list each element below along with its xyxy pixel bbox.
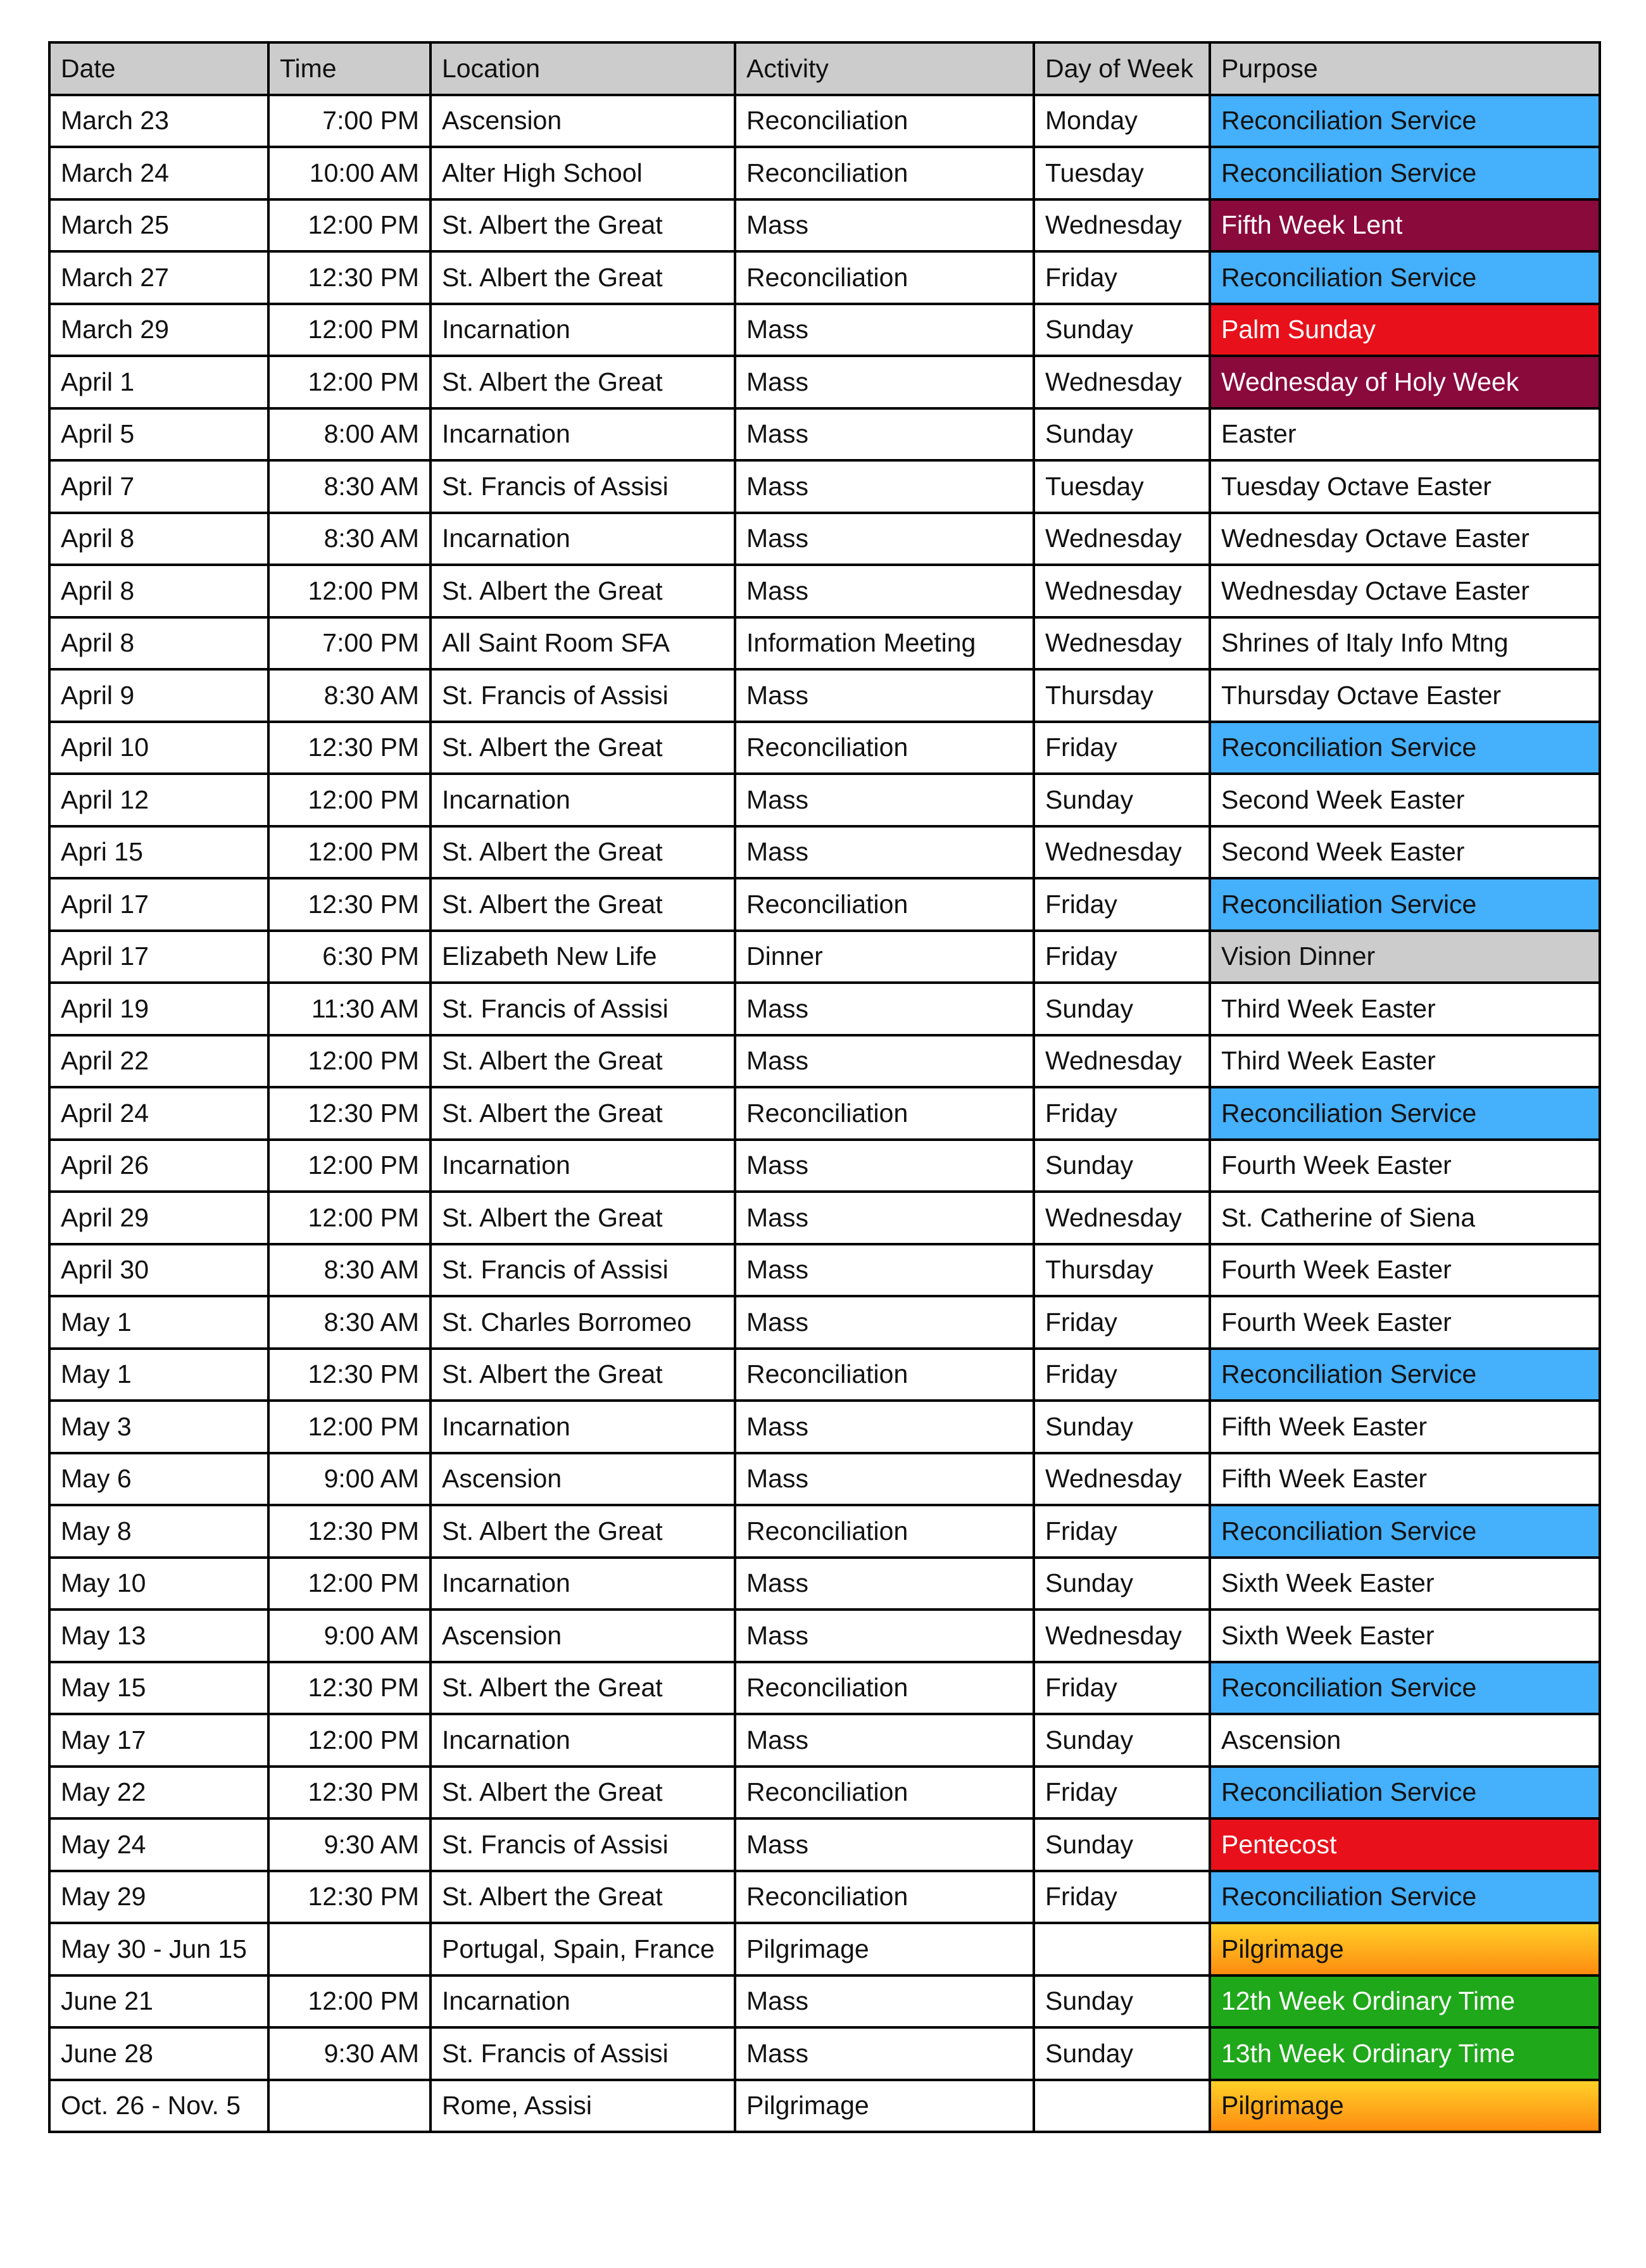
- activity-cell: Reconciliation: [735, 1767, 1034, 1819]
- time-cell: 12:30 PM: [268, 251, 430, 304]
- header-day-of-week: Day of Week: [1034, 42, 1210, 95]
- location-cell: Incarnation: [430, 1714, 735, 1767]
- purpose-cell: Reconciliation Service: [1210, 1871, 1600, 1924]
- activity-cell: Mass: [735, 513, 1034, 565]
- day-of-week-cell: Friday: [1034, 878, 1210, 931]
- location-cell: St. Albert the Great: [430, 1349, 735, 1401]
- purpose-cell: Fourth Week Easter: [1210, 1140, 1600, 1192]
- purpose-cell: Wednesday Octave Easter: [1210, 565, 1600, 617]
- purpose-cell: Reconciliation Service: [1210, 95, 1600, 148]
- activity-cell: Mass: [735, 356, 1034, 408]
- table-row: [49, 878, 1600, 931]
- time-cell: 8:30 AM: [268, 1296, 430, 1349]
- date-cell: April 1: [49, 356, 268, 408]
- purpose-cell: Fourth Week Easter: [1210, 1244, 1600, 1297]
- location-cell: St. Albert the Great: [430, 1505, 735, 1558]
- time-cell: 11:30 AM: [268, 983, 430, 1035]
- purpose-cell: Reconciliation Service: [1210, 1505, 1600, 1558]
- table-row: [49, 1714, 1600, 1767]
- location-cell: St. Charles Borromeo: [430, 1296, 735, 1349]
- purpose-cell: Third Week Easter: [1210, 1035, 1600, 1088]
- location-cell: Incarnation: [430, 1975, 735, 2028]
- day-of-week-cell: Friday: [1034, 722, 1210, 774]
- date-cell: April 8: [49, 565, 268, 617]
- day-of-week-cell: Thursday: [1034, 1244, 1210, 1297]
- table-row: [49, 251, 1600, 304]
- activity-cell: Reconciliation: [735, 1505, 1034, 1558]
- activity-cell: Pilgrimage: [735, 1923, 1034, 1975]
- day-of-week-cell: Friday: [1034, 1767, 1210, 1819]
- date-cell: May 1: [49, 1296, 268, 1349]
- location-cell: Ascension: [430, 1453, 735, 1506]
- header-activity: Activity: [735, 42, 1034, 95]
- purpose-cell: Reconciliation Service: [1210, 722, 1600, 774]
- table-row: [49, 1035, 1600, 1088]
- date-cell: May 13: [49, 1610, 268, 1662]
- location-cell: St. Francis of Assisi: [430, 2027, 735, 2080]
- activity-cell: Mass: [735, 1818, 1034, 1871]
- table-row: [49, 1192, 1600, 1244]
- location-cell: Portugal, Spain, France: [430, 1923, 735, 1975]
- header-date: Date: [49, 42, 268, 95]
- time-cell: 12:00 PM: [268, 1192, 430, 1244]
- date-cell: April 24: [49, 1087, 268, 1140]
- day-of-week-cell: Sunday: [1034, 1714, 1210, 1767]
- date-cell: April 22: [49, 1035, 268, 1088]
- table-row: [49, 1087, 1600, 1140]
- location-cell: St. Albert the Great: [430, 722, 735, 774]
- day-of-week-cell: Friday: [1034, 1087, 1210, 1140]
- day-of-week-cell: Wednesday: [1034, 617, 1210, 670]
- purpose-cell: Pilgrimage: [1210, 1923, 1600, 1975]
- schedule-table: [48, 41, 1601, 2133]
- activity-cell: Reconciliation: [735, 1087, 1034, 1140]
- table-row: [49, 1610, 1600, 1662]
- time-cell: 6:30 PM: [268, 931, 430, 983]
- date-cell: May 17: [49, 1714, 268, 1767]
- day-of-week-cell: Wednesday: [1034, 565, 1210, 617]
- time-cell: 7:00 PM: [268, 95, 430, 148]
- location-cell: St. Francis of Assisi: [430, 1244, 735, 1297]
- table-row: [49, 460, 1600, 513]
- day-of-week-cell: Wednesday: [1034, 1192, 1210, 1244]
- location-cell: Incarnation: [430, 1140, 735, 1192]
- time-cell: 12:30 PM: [268, 1349, 430, 1401]
- activity-cell: Pilgrimage: [735, 2080, 1034, 2133]
- activity-cell: Mass: [735, 1714, 1034, 1767]
- time-cell: 12:00 PM: [268, 1558, 430, 1610]
- table-row: [49, 1140, 1600, 1192]
- location-cell: St. Albert the Great: [430, 251, 735, 304]
- activity-cell: Mass: [735, 774, 1034, 826]
- table-row: [49, 2080, 1600, 2133]
- location-cell: Ascension: [430, 1610, 735, 1662]
- time-cell: 12:00 PM: [268, 304, 430, 356]
- day-of-week-cell: Friday: [1034, 1349, 1210, 1401]
- time-cell: 9:00 AM: [268, 1453, 430, 1506]
- table-row: [49, 1296, 1600, 1349]
- date-cell: Oct. 26 - Nov. 5: [49, 2080, 268, 2133]
- table-row: [49, 722, 1600, 774]
- location-cell: St. Albert the Great: [430, 1767, 735, 1819]
- date-cell: April 26: [49, 1140, 268, 1192]
- time-cell: 12:00 PM: [268, 1035, 430, 1088]
- activity-cell: Mass: [735, 565, 1034, 617]
- time-cell: 12:30 PM: [268, 722, 430, 774]
- activity-cell: Mass: [735, 1140, 1034, 1192]
- table-row: [49, 1349, 1600, 1401]
- day-of-week-cell: Wednesday: [1034, 1035, 1210, 1088]
- time-cell: 8:30 AM: [268, 460, 430, 513]
- purpose-cell: Reconciliation Service: [1210, 1662, 1600, 1715]
- activity-cell: Reconciliation: [735, 878, 1034, 931]
- day-of-week-cell: Wednesday: [1034, 199, 1210, 252]
- location-cell: St. Albert the Great: [430, 1087, 735, 1140]
- table-row: [49, 774, 1600, 826]
- purpose-cell: Sixth Week Easter: [1210, 1558, 1600, 1610]
- date-cell: April 8: [49, 617, 268, 670]
- time-cell: 8:30 AM: [268, 513, 430, 565]
- date-cell: April 8: [49, 513, 268, 565]
- activity-cell: Mass: [735, 408, 1034, 461]
- activity-cell: Information Meeting: [735, 617, 1034, 670]
- purpose-cell: Fifth Week Easter: [1210, 1401, 1600, 1453]
- day-of-week-cell: Wednesday: [1034, 1610, 1210, 1662]
- time-cell: [268, 1923, 430, 1975]
- location-cell: Elizabeth New Life: [430, 931, 735, 983]
- day-of-week-cell: Tuesday: [1034, 147, 1210, 199]
- day-of-week-cell: Monday: [1034, 95, 1210, 148]
- table-row: [49, 513, 1600, 565]
- location-cell: Alter High School: [430, 147, 735, 199]
- purpose-cell: Thursday Octave Easter: [1210, 669, 1600, 722]
- date-cell: April 19: [49, 983, 268, 1035]
- date-cell: March 24: [49, 147, 268, 199]
- date-cell: May 30 - Jun 15: [49, 1923, 268, 1975]
- day-of-week-cell: Tuesday: [1034, 460, 1210, 513]
- header-row: [49, 42, 1600, 95]
- location-cell: Incarnation: [430, 513, 735, 565]
- time-cell: 12:30 PM: [268, 1871, 430, 1924]
- time-cell: 12:00 PM: [268, 1714, 430, 1767]
- purpose-cell: Palm Sunday: [1210, 304, 1600, 356]
- activity-cell: Mass: [735, 1558, 1034, 1610]
- activity-cell: Mass: [735, 1192, 1034, 1244]
- time-cell: 12:00 PM: [268, 1401, 430, 1453]
- time-cell: 8:00 AM: [268, 408, 430, 461]
- time-cell: 8:30 AM: [268, 669, 430, 722]
- table-row: [49, 304, 1600, 356]
- activity-cell: Reconciliation: [735, 1662, 1034, 1715]
- purpose-cell: St. Catherine of Siena: [1210, 1192, 1600, 1244]
- purpose-cell: Fifth Week Lent: [1210, 199, 1600, 252]
- day-of-week-cell: Friday: [1034, 1871, 1210, 1924]
- purpose-cell: Pentecost: [1210, 1818, 1600, 1871]
- time-cell: 12:00 PM: [268, 565, 430, 617]
- day-of-week-cell: Sunday: [1034, 1140, 1210, 1192]
- time-cell: 9:30 AM: [268, 2027, 430, 2080]
- purpose-cell: Reconciliation Service: [1210, 878, 1600, 931]
- location-cell: Incarnation: [430, 1558, 735, 1610]
- time-cell: 10:00 AM: [268, 147, 430, 199]
- activity-cell: Reconciliation: [735, 722, 1034, 774]
- purpose-cell: Second Week Easter: [1210, 774, 1600, 826]
- date-cell: May 24: [49, 1818, 268, 1871]
- activity-cell: Reconciliation: [735, 1871, 1034, 1924]
- purpose-cell: Pilgrimage: [1210, 2080, 1600, 2133]
- time-cell: 12:00 PM: [268, 774, 430, 826]
- activity-cell: Mass: [735, 1610, 1034, 1662]
- date-cell: March 27: [49, 251, 268, 304]
- day-of-week-cell: Sunday: [1034, 1401, 1210, 1453]
- time-cell: 12:00 PM: [268, 199, 430, 252]
- purpose-cell: Third Week Easter: [1210, 983, 1600, 1035]
- table-row: [49, 826, 1600, 879]
- purpose-cell: Reconciliation Service: [1210, 147, 1600, 199]
- purpose-cell: 12th Week Ordinary Time: [1210, 1975, 1600, 2028]
- location-cell: St. Albert the Great: [430, 565, 735, 617]
- table-row: [49, 356, 1600, 408]
- time-cell: 12:00 PM: [268, 356, 430, 408]
- day-of-week-cell: Thursday: [1034, 669, 1210, 722]
- table-row: [49, 2027, 1600, 2080]
- location-cell: St. Albert the Great: [430, 878, 735, 931]
- table-row: [49, 95, 1600, 148]
- location-cell: Incarnation: [430, 304, 735, 356]
- time-cell: [268, 2080, 430, 2133]
- date-cell: April 17: [49, 878, 268, 931]
- time-cell: 12:30 PM: [268, 1662, 430, 1715]
- table-row: [49, 931, 1600, 983]
- table-row: [49, 1818, 1600, 1871]
- time-cell: 9:30 AM: [268, 1818, 430, 1871]
- day-of-week-cell: Sunday: [1034, 2027, 1210, 2080]
- activity-cell: Mass: [735, 304, 1034, 356]
- activity-cell: Mass: [735, 826, 1034, 879]
- location-cell: St. Albert the Great: [430, 1871, 735, 1924]
- header-purpose: Purpose: [1210, 42, 1600, 95]
- time-cell: 12:30 PM: [268, 1505, 430, 1558]
- activity-cell: Dinner: [735, 931, 1034, 983]
- location-cell: St. Albert the Great: [430, 826, 735, 879]
- location-cell: St. Albert the Great: [430, 356, 735, 408]
- day-of-week-cell: Friday: [1034, 1296, 1210, 1349]
- location-cell: St. Albert the Great: [430, 1662, 735, 1715]
- date-cell: May 29: [49, 1871, 268, 1924]
- activity-cell: Mass: [735, 669, 1034, 722]
- purpose-cell: Second Week Easter: [1210, 826, 1600, 879]
- day-of-week-cell: Wednesday: [1034, 513, 1210, 565]
- table-row: [49, 1244, 1600, 1297]
- purpose-cell: 13th Week Ordinary Time: [1210, 2027, 1600, 2080]
- time-cell: 12:00 PM: [268, 1140, 430, 1192]
- purpose-cell: Sixth Week Easter: [1210, 1610, 1600, 1662]
- location-cell: St. Albert the Great: [430, 199, 735, 252]
- date-cell: Apri 15: [49, 826, 268, 879]
- date-cell: May 22: [49, 1767, 268, 1819]
- date-cell: April 12: [49, 774, 268, 826]
- table-row: [49, 199, 1600, 252]
- date-cell: May 3: [49, 1401, 268, 1453]
- date-cell: June 28: [49, 2027, 268, 2080]
- location-cell: Incarnation: [430, 408, 735, 461]
- table-row: [49, 147, 1600, 199]
- day-of-week-cell: Wednesday: [1034, 826, 1210, 879]
- activity-cell: Mass: [735, 1453, 1034, 1506]
- activity-cell: Mass: [735, 2027, 1034, 2080]
- location-cell: Incarnation: [430, 774, 735, 826]
- date-cell: June 21: [49, 1975, 268, 2028]
- activity-cell: Mass: [735, 983, 1034, 1035]
- table-row: [49, 1767, 1600, 1819]
- date-cell: May 6: [49, 1453, 268, 1506]
- date-cell: March 23: [49, 95, 268, 148]
- activity-cell: Reconciliation: [735, 251, 1034, 304]
- table-row: [49, 983, 1600, 1035]
- date-cell: March 29: [49, 304, 268, 356]
- location-cell: St. Francis of Assisi: [430, 1818, 735, 1871]
- time-cell: 12:30 PM: [268, 1087, 430, 1140]
- time-cell: 8:30 AM: [268, 1244, 430, 1297]
- purpose-cell: Vision Dinner: [1210, 931, 1600, 983]
- activity-cell: Reconciliation: [735, 1349, 1034, 1401]
- day-of-week-cell: Sunday: [1034, 1975, 1210, 2028]
- date-cell: April 10: [49, 722, 268, 774]
- day-of-week-cell: Sunday: [1034, 408, 1210, 461]
- purpose-cell: Reconciliation Service: [1210, 1087, 1600, 1140]
- activity-cell: Mass: [735, 1244, 1034, 1297]
- table-row: [49, 617, 1600, 670]
- activity-cell: Mass: [735, 1296, 1034, 1349]
- day-of-week-cell: Friday: [1034, 251, 1210, 304]
- activity-cell: Mass: [735, 1035, 1034, 1088]
- table-row: [49, 1662, 1600, 1715]
- day-of-week-cell: Sunday: [1034, 1818, 1210, 1871]
- location-cell: Incarnation: [430, 1401, 735, 1453]
- location-cell: Ascension: [430, 95, 735, 148]
- location-cell: St. Albert the Great: [430, 1192, 735, 1244]
- day-of-week-cell: Sunday: [1034, 983, 1210, 1035]
- purpose-cell: Reconciliation Service: [1210, 1767, 1600, 1819]
- day-of-week-cell: Friday: [1034, 1505, 1210, 1558]
- day-of-week-cell: Friday: [1034, 931, 1210, 983]
- date-cell: April 29: [49, 1192, 268, 1244]
- table-row: [49, 565, 1600, 617]
- day-of-week-cell: Sunday: [1034, 774, 1210, 826]
- day-of-week-cell: Sunday: [1034, 1558, 1210, 1610]
- date-cell: April 30: [49, 1244, 268, 1297]
- date-cell: May 1: [49, 1349, 268, 1401]
- purpose-cell: Shrines of Italy Info Mtng: [1210, 617, 1600, 670]
- location-cell: St. Francis of Assisi: [430, 460, 735, 513]
- location-cell: St. Albert the Great: [430, 1035, 735, 1088]
- schedule-body: [49, 95, 1600, 2133]
- time-cell: 7:00 PM: [268, 617, 430, 670]
- table-row: [49, 1558, 1600, 1610]
- purpose-cell: Wednesday of Holy Week: [1210, 356, 1600, 408]
- day-of-week-cell: [1034, 1923, 1210, 1975]
- day-of-week-cell: Wednesday: [1034, 356, 1210, 408]
- activity-cell: Mass: [735, 199, 1034, 252]
- header-location: Location: [430, 42, 735, 95]
- location-cell: Rome, Assisi: [430, 2080, 735, 2133]
- purpose-cell: Fourth Week Easter: [1210, 1296, 1600, 1349]
- activity-cell: Mass: [735, 1975, 1034, 2028]
- day-of-week-cell: Friday: [1034, 1662, 1210, 1715]
- date-cell: May 8: [49, 1505, 268, 1558]
- purpose-cell: Reconciliation Service: [1210, 1349, 1600, 1401]
- table-row: [49, 1401, 1600, 1453]
- table-row: [49, 1453, 1600, 1506]
- date-cell: March 25: [49, 199, 268, 252]
- date-cell: May 10: [49, 1558, 268, 1610]
- activity-cell: Mass: [735, 460, 1034, 513]
- purpose-cell: Tuesday Octave Easter: [1210, 460, 1600, 513]
- purpose-cell: Fifth Week Easter: [1210, 1453, 1600, 1506]
- table-row: [49, 1923, 1600, 1975]
- table-row: [49, 1871, 1600, 1924]
- time-cell: 12:00 PM: [268, 826, 430, 879]
- location-cell: All Saint Room SFA: [430, 617, 735, 670]
- table-row: [49, 1975, 1600, 2028]
- purpose-cell: Reconciliation Service: [1210, 251, 1600, 304]
- activity-cell: Reconciliation: [735, 147, 1034, 199]
- date-cell: April 9: [49, 669, 268, 722]
- day-of-week-cell: Sunday: [1034, 304, 1210, 356]
- date-cell: April 5: [49, 408, 268, 461]
- purpose-cell: Wednesday Octave Easter: [1210, 513, 1600, 565]
- date-cell: May 15: [49, 1662, 268, 1715]
- activity-cell: Mass: [735, 1401, 1034, 1453]
- day-of-week-cell: [1034, 2080, 1210, 2133]
- location-cell: St. Francis of Assisi: [430, 983, 735, 1035]
- time-cell: 12:30 PM: [268, 878, 430, 931]
- date-cell: April 7: [49, 460, 268, 513]
- purpose-cell: Easter: [1210, 408, 1600, 461]
- location-cell: St. Francis of Assisi: [430, 669, 735, 722]
- day-of-week-cell: Wednesday: [1034, 1453, 1210, 1506]
- activity-cell: Reconciliation: [735, 95, 1034, 148]
- time-cell: 12:30 PM: [268, 1767, 430, 1819]
- time-cell: 12:00 PM: [268, 1975, 430, 2028]
- table-row: [49, 1505, 1600, 1558]
- table-row: [49, 669, 1600, 722]
- header-time: Time: [268, 42, 430, 95]
- time-cell: 9:00 AM: [268, 1610, 430, 1662]
- purpose-cell: Ascension: [1210, 1714, 1600, 1767]
- table-row: [49, 408, 1600, 461]
- date-cell: April 17: [49, 931, 268, 983]
